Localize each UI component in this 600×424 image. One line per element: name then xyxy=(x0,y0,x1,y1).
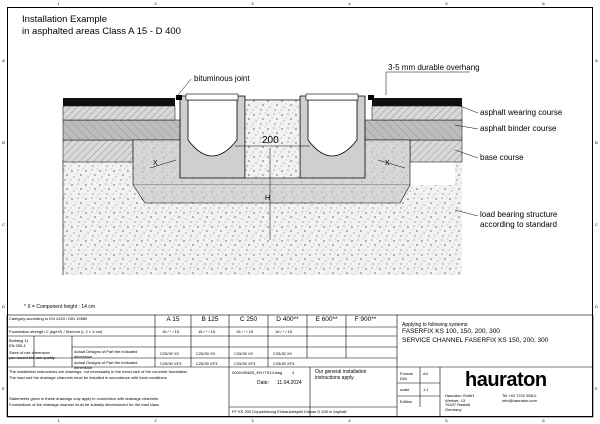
ruler-label: 4 xyxy=(348,418,351,423)
company-contact xyxy=(500,393,592,404)
dimension-x-left: X xyxy=(153,160,158,167)
notes-4: Foundations of the drainage channel must be suitably dimensioned for the load class xyxy=(9,402,160,407)
xf3-b125: C25/30 XF3 xyxy=(196,361,218,366)
scale-value: 1:1 xyxy=(423,387,429,392)
x0-c250: C25/30 X0 xyxy=(234,351,253,356)
company-phone: Tel +49 7222 958-0 xyxy=(502,393,537,398)
label-load-bearing-1: load bearing structure xyxy=(480,210,558,219)
xf3-c250: C25/30 XF3 xyxy=(234,361,256,366)
ruler-label: A xyxy=(595,58,598,63)
company-address xyxy=(443,393,498,413)
title-line-1: Installation Example xyxy=(22,14,108,25)
class-d400: D 400** xyxy=(276,316,299,323)
company-line-3: 76437 Rastatt xyxy=(445,402,470,407)
doc-number: 0000195625_EN ITS14.dwg xyxy=(232,370,283,375)
label-binder-course: asphalt binder course xyxy=(480,124,557,133)
class-c250: C 250 xyxy=(239,316,258,323)
ruler-label: D xyxy=(2,304,5,309)
general-instructions-1: Our general installation xyxy=(315,369,367,375)
bottom-description: FF KS 200 Doppelstrang Einbaubeispiel Klasse D 400 in Asphalt xyxy=(232,409,347,414)
company-line-1: Hauraton GmbH xyxy=(445,393,475,398)
edition-label: Edition xyxy=(400,399,413,404)
class-f900: F 900** xyxy=(354,316,377,323)
foundation-c250: 15 / * / 15 xyxy=(236,329,254,334)
row-category-label: Category according to EN 1433 / DIN 19580 xyxy=(9,316,88,321)
row-foundation-label: Foundation strength C (kg/m³) / Size/cm (L 2 × 4 cm) xyxy=(9,329,103,334)
ruler-label: C xyxy=(595,222,598,227)
applying-title: Applying to following systems: xyxy=(402,322,469,328)
ruler-label: 1 xyxy=(57,418,60,423)
sheet-number: 4 xyxy=(292,370,295,375)
din-label-2: EN 206-1 xyxy=(9,343,26,348)
foundation-b125: 16 / * / 15 xyxy=(198,329,216,334)
ruler-label: 6 xyxy=(542,1,545,6)
company-line-4: Germany xyxy=(445,406,462,412)
xf3-a15: C25/30 XF3 xyxy=(160,361,182,366)
label-wearing-course: asphalt wearing course xyxy=(480,108,563,117)
title-line-2: in asphalted areas Class A 15 - D 400 xyxy=(22,26,181,37)
scale-label: scale xyxy=(400,387,410,392)
x0-a15: C25/30 X0 xyxy=(160,351,179,356)
foundation-d400: 16 / * / 15 xyxy=(275,329,293,334)
class-b125: B 125 xyxy=(201,316,219,323)
ruler-label: 4 xyxy=(348,1,351,6)
ruler-label: E xyxy=(2,386,5,391)
class-a15: A 15 xyxy=(166,316,180,323)
din-label-1: Building 11 xyxy=(9,338,29,343)
notes-1: The installation instructions are drawings, not necessarily in the exact size of the concrete foundation xyxy=(9,369,188,374)
ruler-label: 3 xyxy=(251,418,254,423)
applying-system-1: FASERFIX KS 100, 150, 200, 300 xyxy=(402,328,500,335)
company-email: info@hauraton.com xyxy=(502,397,537,403)
ruler-label: B xyxy=(595,140,598,145)
ruler-label: E xyxy=(595,386,598,391)
xf3-d400: C25/30 XF3 xyxy=(273,361,295,366)
row-xf3-label: Actual Designs of Part the indicated dimension xyxy=(74,360,138,370)
ruler-label: 6 xyxy=(542,418,545,423)
date-label: Date: xyxy=(257,380,269,386)
ruler-label: 1 xyxy=(57,1,60,6)
row-x0-label: Actual Designs of Part the indicated dimension xyxy=(74,349,138,359)
dimension-200: 200 xyxy=(262,135,279,146)
hauraton-logo: hauraton xyxy=(465,369,547,391)
recommend-label-1: Sizes of mix dimension xyxy=(9,350,50,355)
recommend-label-2: you record the use quality xyxy=(9,355,55,360)
label-base-course: base course xyxy=(480,153,524,162)
ruler-label: C xyxy=(2,222,5,227)
applying-system-2: SERVICE CHANNEL FASERFIX KS 150, 200, 300 xyxy=(402,337,549,344)
class-e600: E 600** xyxy=(315,316,338,323)
ruler-label: D xyxy=(595,304,598,309)
ruler-label: 3 xyxy=(251,1,254,6)
x0-d400: C25/30 X0 xyxy=(273,351,292,356)
date-value: 11.04.2024 xyxy=(277,380,302,386)
x0-b125: C25/30 X0 xyxy=(196,351,215,356)
notes-2: The load and the drainage channels must be installed in accordance with local conditions xyxy=(9,375,167,380)
format-value: A4 xyxy=(423,371,428,376)
company-line-2: Werkstr. 13 xyxy=(445,397,466,403)
ruler-label: 2 xyxy=(154,418,157,423)
notes-3: Statements given in these drawings only apply in connection with drainage channels xyxy=(9,396,158,401)
label-load-bearing-2: according to standard xyxy=(480,220,557,229)
format-label: Format DIN xyxy=(400,371,413,381)
footnote: * X = Component height : 14 cm xyxy=(24,304,96,310)
general-instructions-2: instructions apply. xyxy=(315,375,355,381)
foundation-a15: 16 / * / 15 xyxy=(162,329,180,334)
ruler-label: 2 xyxy=(154,1,157,6)
ruler-label: 5 xyxy=(445,1,448,6)
ruler-label: A xyxy=(2,58,5,63)
dimension-h: H xyxy=(265,195,271,202)
ruler-label: B xyxy=(2,140,5,145)
dimension-x-right: X xyxy=(385,160,390,167)
label-overhang: 3-5 mm durable overhang xyxy=(388,63,480,72)
ruler-label: 5 xyxy=(445,418,448,423)
label-bituminous-joint: bituminous joint xyxy=(194,74,250,83)
